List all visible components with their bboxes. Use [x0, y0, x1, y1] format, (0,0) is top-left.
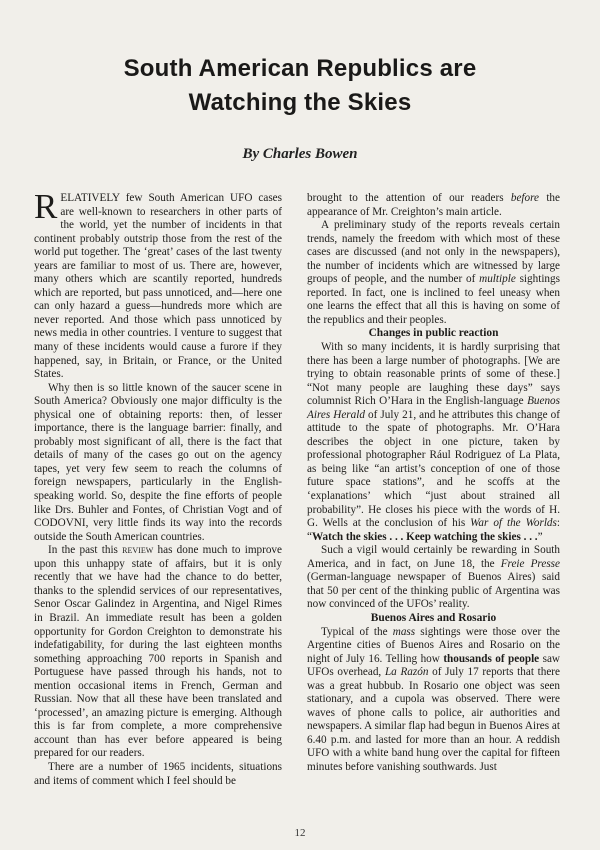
paragraph-text: the appearance of Mr. Creighton’s main article. — [307, 192, 560, 218]
paragraph: There are a number of 1965 incidents, situations and items of comment which I feel should be — [34, 760, 282, 787]
subheading: Buenos Aires and Rosario — [370, 611, 497, 624]
paragraph — [34, 187, 282, 382]
page-number: 12 — [294, 827, 306, 839]
paragraph-text: has done much to improve upon this unhappy state of affairs, but it is only recently that we have had the chance to do better, thanks to the splendid services of our representatives, Senor Oscar Galindez in Argentina, and Nigel Rimes in Brazil. An immediate result has been a golden opportunity for Gordon Creighton to demonstrate his indefatigability, for during the last eighteen months something approaching 700 reports in Spanish and Portuguese have passed through his hands, not to mention occasional items in French, German and Russian. Now that all these have been translated and ‘processed’, an amazing picture is emerging. Although this is far from complete, a more comprehensive account than has ever before appeared is being prepared for our readers. — [34, 544, 282, 760]
paragraph-text: ” — [537, 530, 543, 543]
paragraph-text: of July 21, and he attributes this change of attitude to the spate of photographs. Mr. O’Hara describes the object in one picture, taken by professional photographer Rául Rodriguez of La Plata, as being like “an artist’s conception of one of those future space stations”, and he scoffs at the ‘explanations’ which “just about strained all probability”. He closes his piece with the words of H. G. Wells at the conclusion of his — [307, 408, 560, 530]
paragraph-text: ELATIVELY few South American UFO cases are well-known to researchers in other parts of the world, yet the number of incidents in that continent probably outstrip those from the rest of the world put together. The ‘great’ cases of the last twenty years are familiar to most of us. There are, however, many others which are scantily reported, hundreds which are reported, but pass unnoticed, and—here one can only hazard a guess—hundreds more which are never reported. And those which pass unnoticed by news media in other countries. I venture to suggest that many of these incidents would cause a furore if they happened, say, in Britain, or France, or the United States. — [34, 192, 282, 381]
article-title — [0, 52, 600, 120]
paragraph — [307, 341, 560, 544]
paragraph-text: With so many incidents, it is hardly surprising that there has been a large number of photographs. [We are trying to obtain reasonable prints of some of these.] “Not many people are laughing these days” says columnist Rich O’Hara in the English-language — [307, 341, 560, 408]
paragraph-text: sightings were those over the Argentine cities of Buenos Aires and Rosario on the night of July 16. Telling how — [307, 625, 561, 665]
paragraph — [307, 192, 560, 219]
paragraph-text: brought to the attention of our readers — [307, 192, 511, 204]
left-column — [34, 187, 282, 788]
emphasis: Buenos Aires Herald — [307, 395, 560, 421]
review-smallcaps: review — [122, 544, 154, 557]
right-column — [307, 192, 560, 775]
paragraph-text: Such a vigil would certainly be rewarding in South America, and in fact, on June 18, the — [307, 544, 560, 570]
emphasis: multiple — [479, 273, 516, 286]
emphasis: before — [510, 192, 540, 204]
emphasis: War of the Worlds — [470, 517, 557, 530]
drop-cap: R — [34, 187, 58, 226]
paragraph-text: A preliminary study of the reports reveals certain trends, namely the freedom with which most of these cases are discussed (and not only in the newspapers), the number of incidents which are witnessed by large groups of people, and the number of — [307, 219, 560, 286]
bold-text: thousands of people — [443, 652, 540, 665]
paragraph — [307, 626, 560, 775]
subheading: Changes in public reaction — [368, 327, 499, 340]
title-line-2: Watching the Skies — [188, 89, 412, 116]
paragraph-text: Typical of the — [321, 625, 393, 638]
emphasis: La Razón — [384, 666, 429, 679]
emphasis: mass — [392, 625, 416, 638]
paragraph — [307, 219, 560, 327]
byline: By Charles Bowen — [242, 146, 358, 162]
paragraph: Why then is so little known of the saucer scene in South America? Obviously one major difficulty is the physical one of obtaining reports: then, of lesser importance, there is the language barrier: finally, and probably most significant of all, there is the fact that details of many of the cases go out on the agency tapes, yet very few seem to reach the columns of foreign newspapers, particularly in the English-speaking world. So, despite the fine efforts of people like Drs. Buhler and Fontes, of Christian Vogt and of CODOVNI, very little finds its way into the records outside the South American countries. — [34, 381, 282, 543]
emphasis: Freie Presse — [500, 557, 560, 570]
paragraph-text: of July 17 reports that there was a great hubbub. In Rosario one object was seen stationary, and a cupola was observed. There were waves of phone calls to police, air authorities and newspapers. A similar flap had begun in Buenos Aires at 6.40 p.m. and lasted for more than an hour. A reddish UFO with a white band hung over the capital for fifteen minutes before vanishing southwards. Just — [307, 666, 561, 773]
paragraph — [34, 544, 282, 761]
paragraph-text: sightings reported. In fact, one is inclined to feel uneasy when one learns the effect that all this is having on some of the republics and their peoples. — [307, 273, 560, 326]
paragraph-text: saw UFOs overhead, — [307, 652, 560, 679]
bold-quote: Watch the skies . . . Keep watching the skies . . . — [311, 530, 538, 543]
paragraph-text: In the past this — [48, 544, 123, 557]
paragraph-text: (German-language newspaper of Buenos Aires) said that 50 per cent of the thinking public of Argentina was now convinced of the UFOs’ reality. — [307, 571, 560, 611]
paragraph — [307, 544, 560, 612]
title-line-1: South American Republics are — [123, 55, 477, 82]
paragraph-text: : “ — [307, 517, 560, 543]
